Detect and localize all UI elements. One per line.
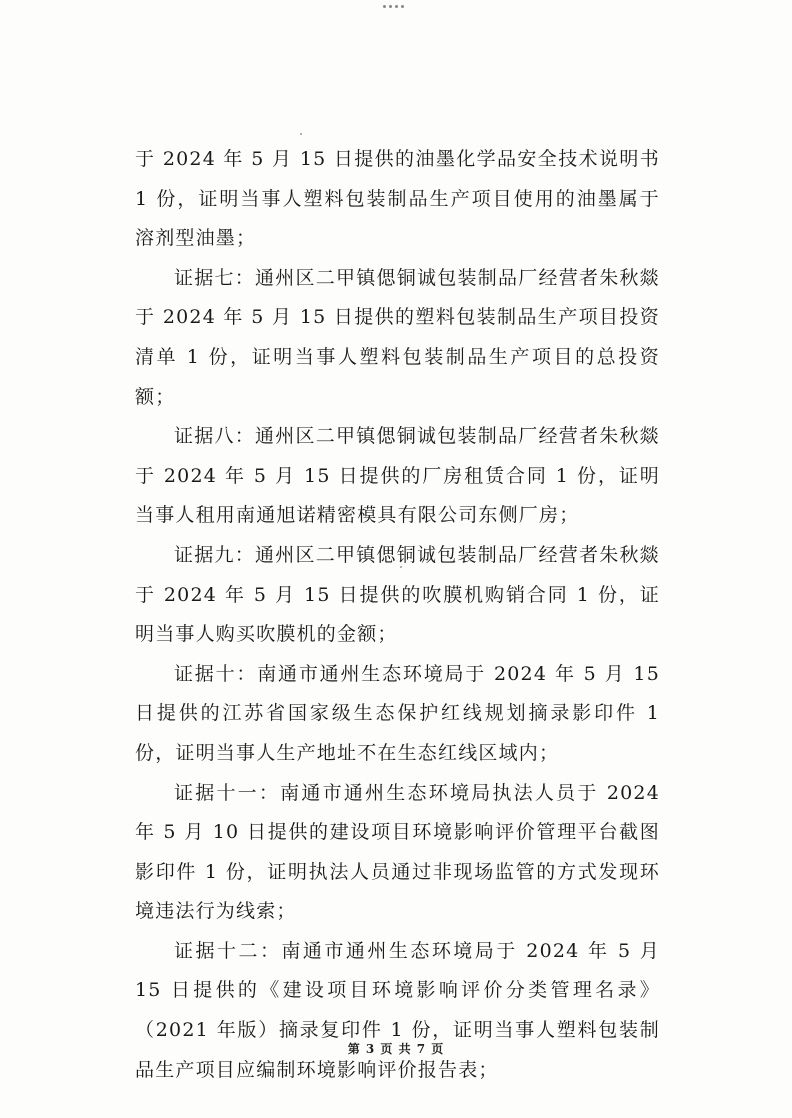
- page-number-footer: 第 3 页 共 7 页: [347, 1042, 445, 1056]
- document-body: [135, 140, 660, 1090]
- scan-artifact: [383, 3, 409, 9]
- scan-speck: [300, 133, 302, 135]
- paragraph-evidence-11: 证据十一：南通市通州生态环境局执法人员于 2024 年 5 月 10 日提供的建设项目环境影响评价管理平台截图影印件 1 份，证明执法人员通过非现场监管的方式发现环境违法行为线索；: [135, 781, 660, 923]
- paragraph-continuation: 于 2024 年 5 月 15 日提供的油墨化学品安全技术说明书 1 份，证明当事人塑料包装制品生产项目使用的油墨属于溶剂型油墨；: [135, 148, 660, 250]
- paragraph-evidence-8: 证据八：通州区二甲镇偲铜诚包装制品厂经营者朱秋燚于 2024 年 5 月 15 日提供的厂房租赁合同 1 份，证明当事人租用南通旭诺精密模具有限公司东侧厂房；: [135, 425, 660, 527]
- paragraph-evidence-9: 证据九：通州区二甲镇偲铜诚包装制品厂经营者朱秋燚于 2024 年 5 月 15 日提供的吹膜机购销合同 1 份，证明当事人购买吹膜机的金额；: [135, 543, 660, 646]
- paragraph-evidence-12: 证据十二：南通市通州生态环境局于 2024 年 5 月 15 日提供的《建设项目环境影响评价分类管理名录》（2021 年版）摘录复印件 1 份，证明当事人塑料包装制品生产项目应编制环境影响评价报告表；: [135, 939, 660, 1081]
- paragraph-evidence-7: 证据七：通州区二甲镇偲铜诚包装制品厂经营者朱秋燚于 2024 年 5 月 15 日提供的塑料包装制品生产项目投资清单 1 份，证明当事人塑料包装制品生产项目的总投资额；: [135, 266, 660, 408]
- paragraph-evidence-10: 证据十：南通市通州生态环境局于 2024 年 5 月 15 日提供的江苏省国家级生态保护红线规划摘录影印件 1 份，证明当事人生产地址不在生态红线区域内；: [135, 662, 660, 764]
